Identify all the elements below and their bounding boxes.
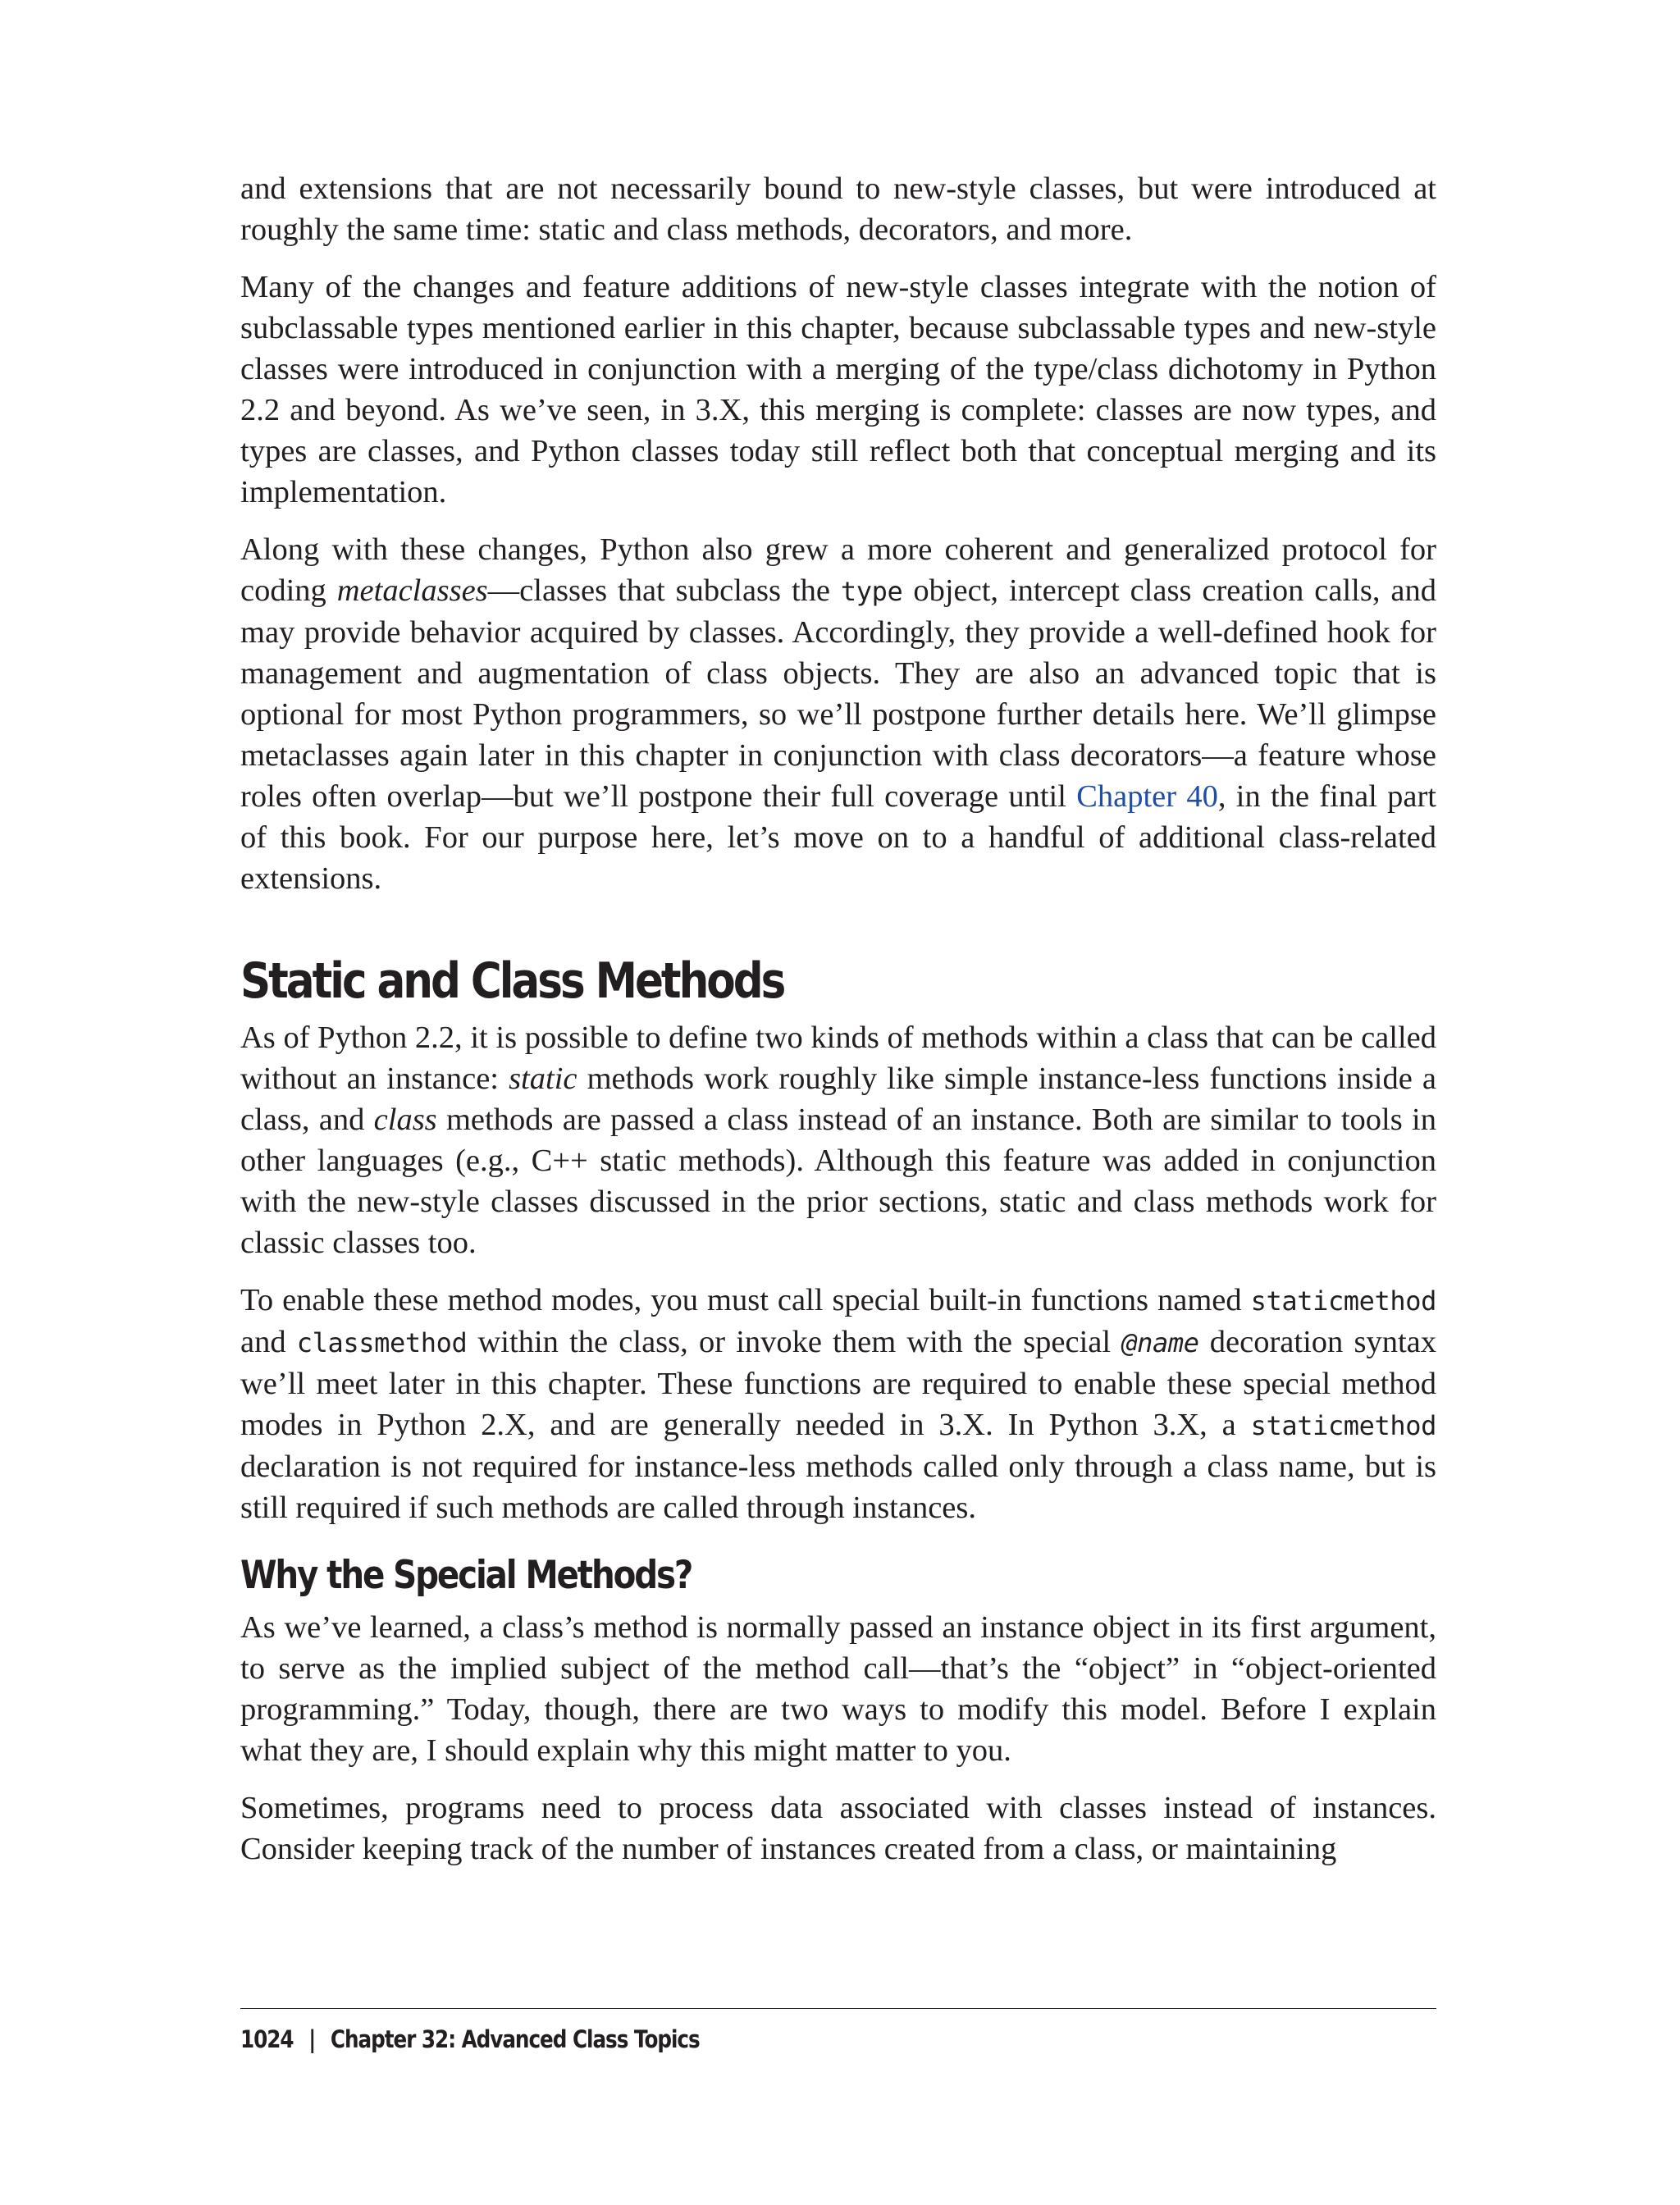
footer-separator: | bbox=[308, 2025, 316, 2053]
paragraph-1: and extensions that are not necessarily bound to new-style classes, but were introduced at roughly the same time: static and class methods, decorators, and more. bbox=[240, 171, 1436, 247]
term-metaclasses: metaclasses bbox=[336, 573, 488, 608]
page-body bbox=[240, 168, 1436, 1886]
term-class: class bbox=[373, 1102, 437, 1137]
paragraph-6: As we’ve learned, a class’s method is normally passed an instance object in its first argument, to serve as the implied subject of the method call—that’s the “object” in “object-oriented programming.” Today, though, there are two ways to modify this model. Before I explain what they are, I should explain why this might matter to you. bbox=[240, 1610, 1436, 1768]
code-at-name: @name bbox=[1121, 1327, 1199, 1358]
page-footer bbox=[240, 2008, 1436, 2053]
paragraph-3: Along with these changes, Python also grew a more coherent and generalized protocol for coding metaclasses—classes that subclass the type object, intercept class creation calls, and may provide behavior acquired by classes. Accordingly, they provide a well-defined hook for management and augmentation of class objects. They are also an advanced topic that is optional for most Python programmers, so we’ll postpone further details here. We’ll glimpse metaclasses again later in this chapter in conjunction with class decorators—a feature whose roles often overlap—but we’ll postpone their full coverage until Chapter 40, in the final part of this book. For our purpose here, let’s move on to a handful of additional class-related extensions. bbox=[240, 532, 1436, 896]
code-staticmethod-2: staticmethod bbox=[1250, 1410, 1436, 1441]
footer-text bbox=[240, 2025, 1257, 2053]
running-chapter-title: Chapter 32: Advanced Class Topics bbox=[330, 2025, 700, 2053]
code-type: type bbox=[840, 576, 903, 607]
paragraph-5: To enable these method modes, you must call special built-in functions named staticmethod and classmethod within the class, or invoke them with the special @name decoration syntax we’ll meet later in this chapter. These functions are required to enable these special method modes in Python 2.X, and are generally needed in 3.X. In Python 3.X, a staticmethod declaration is not required for instance-less methods called only through a class name, but is still required if such methods are called through instances. bbox=[240, 1283, 1436, 1525]
term-static: static bbox=[509, 1061, 578, 1096]
paragraph-4: As of Python 2.2, it is possible to define two kinds of methods within a class that can be called without an instance: static methods work roughly like simple instance-less functions inside a class, and class methods are passed a class instead of an instance. Both are similar to tools in other languages (e.g., C++ static methods). Although this feature was added in conjunction with the new-style classes discussed in the prior sections, static and class methods work for classic classes too. bbox=[240, 1020, 1436, 1260]
code-classmethod: classmethod bbox=[296, 1327, 468, 1358]
paragraph-2: Many of the changes and feature additions of new-style classes integrate with the notion of subclassable types mentioned earlier in this chapter, because subclassable types and new-style classes were introduced in conjunction with a merging of the type/class dichotomy in Python 2.2 and beyond. As we’ve seen, in 3.X, this merging is complete: classes are now types, and types are classes, and Python classes today still reflect both that conceptual merging and its implementation. bbox=[240, 270, 1436, 509]
section-heading: Static and Class Methods bbox=[240, 952, 784, 1010]
page-number: 1024 bbox=[240, 2025, 294, 2053]
code-staticmethod: staticmethod bbox=[1250, 1285, 1436, 1317]
chapter-40-link[interactable]: Chapter 40 bbox=[1076, 779, 1218, 814]
paragraph-7: Sometimes, programs need to process data associated with classes instead of instances. Consider keeping track of the number of instances created from a class, or maintaining bbox=[240, 1791, 1436, 1866]
subsection-heading: Why the Special Methods? bbox=[240, 1553, 692, 1598]
